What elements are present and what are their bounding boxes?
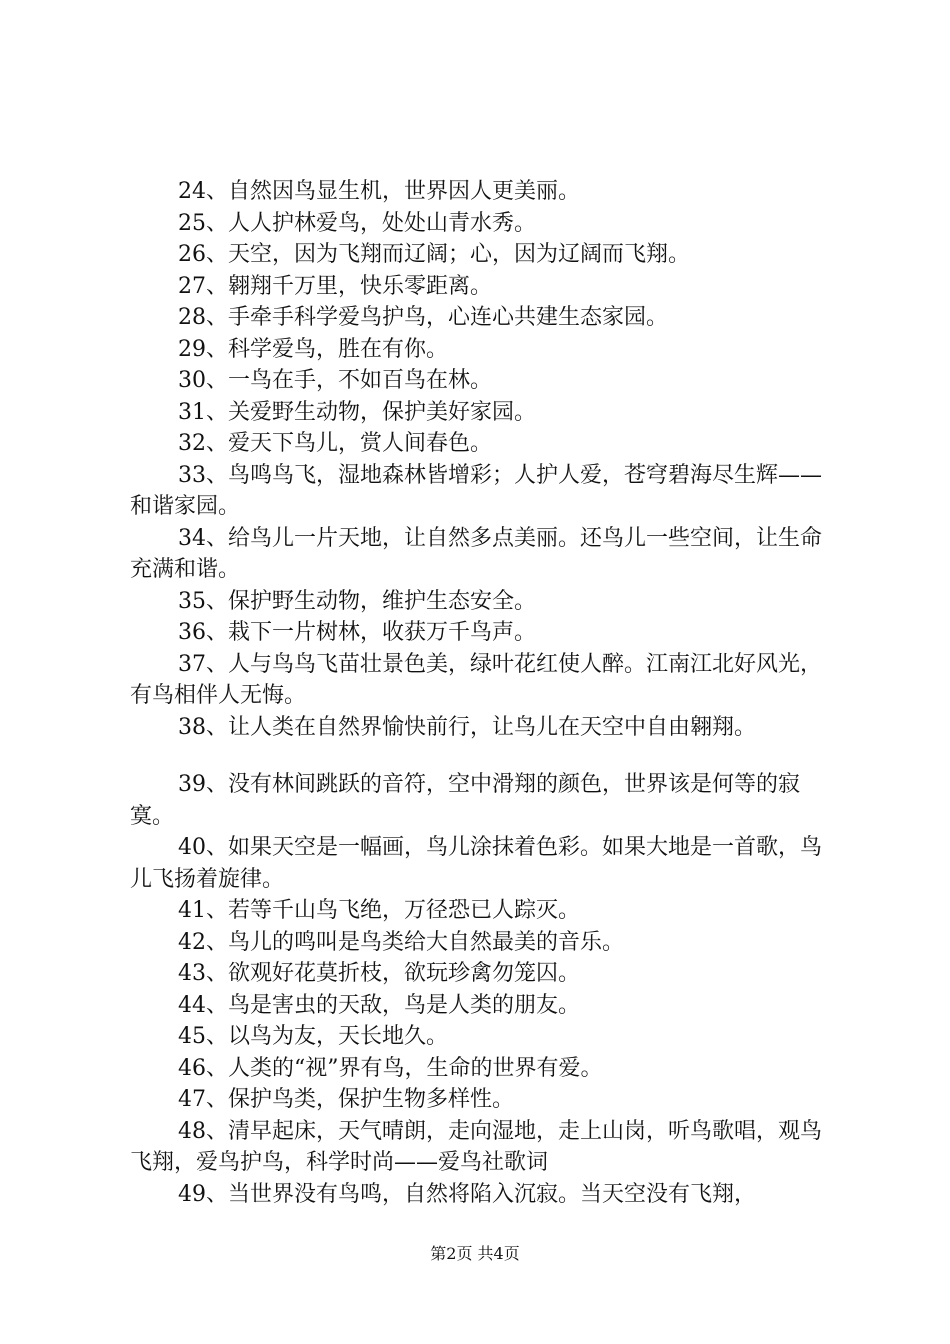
paragraph-49: 49、当世界没有鸟鸣，自然将陷入沉寂。当天空没有飞翔， bbox=[178, 1181, 756, 1207]
paragraph-35: 35、保护野生动物，维护生态安全。 bbox=[178, 588, 536, 614]
paragraph-27: 27、翱翔千万里，快乐零距离。 bbox=[178, 273, 492, 299]
paragraph-33: 33、鸟鸣鸟飞，湿地森林皆增彩；人护人爱，苍穹碧海尽生辉——和谐家园。 bbox=[130, 462, 822, 519]
paragraph-42: 42、鸟儿的鸣叫是鸟类给大自然最美的音乐。 bbox=[178, 929, 624, 955]
paragraph-46: 46、人类的“视”界有鸟，生命的世界有爱。 bbox=[178, 1055, 603, 1081]
paragraph-36: 36、栽下一片树林，收获万千鸟声。 bbox=[178, 620, 536, 645]
paragraph-24: 24、自然因鸟显生机，世界因人更美丽。 bbox=[178, 179, 580, 204]
paragraph-32: 32、爱天下鸟儿，赏人间春色。 bbox=[178, 431, 492, 456]
paragraph-41: 41、若等千山鸟飞绝，万径恐已人踪灭。 bbox=[178, 898, 580, 923]
paragraph-38: 38、让人类在自然界愉快前行，让鸟儿在天空中自由翱翔。 bbox=[178, 714, 756, 740]
paragraph-30: 30、一鸟在手，不如百鸟在林。 bbox=[178, 368, 492, 393]
paragraph-48: 48、清早起床，天气晴朗，走向湿地，走上山岗，听鸟歌唱，观鸟飞翔，爱鸟护鸟，科学时尚——爱鸟社歌词 bbox=[130, 1118, 822, 1175]
paragraph-31: 31、关爱野生动物，保护美好家园。 bbox=[178, 399, 536, 425]
paragraph-40: 40、如果天空是一幅画，鸟儿涂抹着色彩。如果大地是一首歌，鸟儿飞扬着旋律。 bbox=[130, 835, 822, 892]
paragraph-37: 37、人与鸟鸟飞苗壮景色美，绿叶花红使人醉。江南江北好风光，有鸟相伴人无悔。 bbox=[130, 651, 822, 708]
paragraph-44: 44、鸟是害虫的天敌，鸟是人类的朋友。 bbox=[178, 992, 580, 1018]
paragraph-47: 47、保护鸟类，保护生物多样性。 bbox=[178, 1087, 514, 1112]
paragraph-45: 45、以鸟为友，天长地久。 bbox=[178, 1024, 448, 1049]
paragraph-34: 34、给鸟儿一片天地，让自然多点美丽。还鸟儿一些空间，让生命充满和谐。 bbox=[130, 525, 822, 582]
paragraph-39: 39、没有林间跳跃的音符，空中滑翔的颜色，世界该是何等的寂寞。 bbox=[130, 772, 800, 829]
paragraph-29: 29、科学爱鸟，胜在有你。 bbox=[178, 336, 448, 362]
paragraph-43: 43、欲观好花莫折枝，欲玩珍禽勿笼囚。 bbox=[178, 961, 580, 986]
page-footer: 第2页 共4页 bbox=[430, 1244, 520, 1263]
paragraph-28: 28、手牵手科学爱鸟护鸟，心连心共建生态家园。 bbox=[178, 305, 668, 330]
paragraph-25: 25、人人护林爱鸟，处处山青水秀。 bbox=[178, 210, 536, 236]
paragraph-26: 26、天空，因为飞翔而辽阔；心，因为辽阔而飞翔。 bbox=[178, 242, 690, 267]
document-body bbox=[130, 176, 842, 1210]
